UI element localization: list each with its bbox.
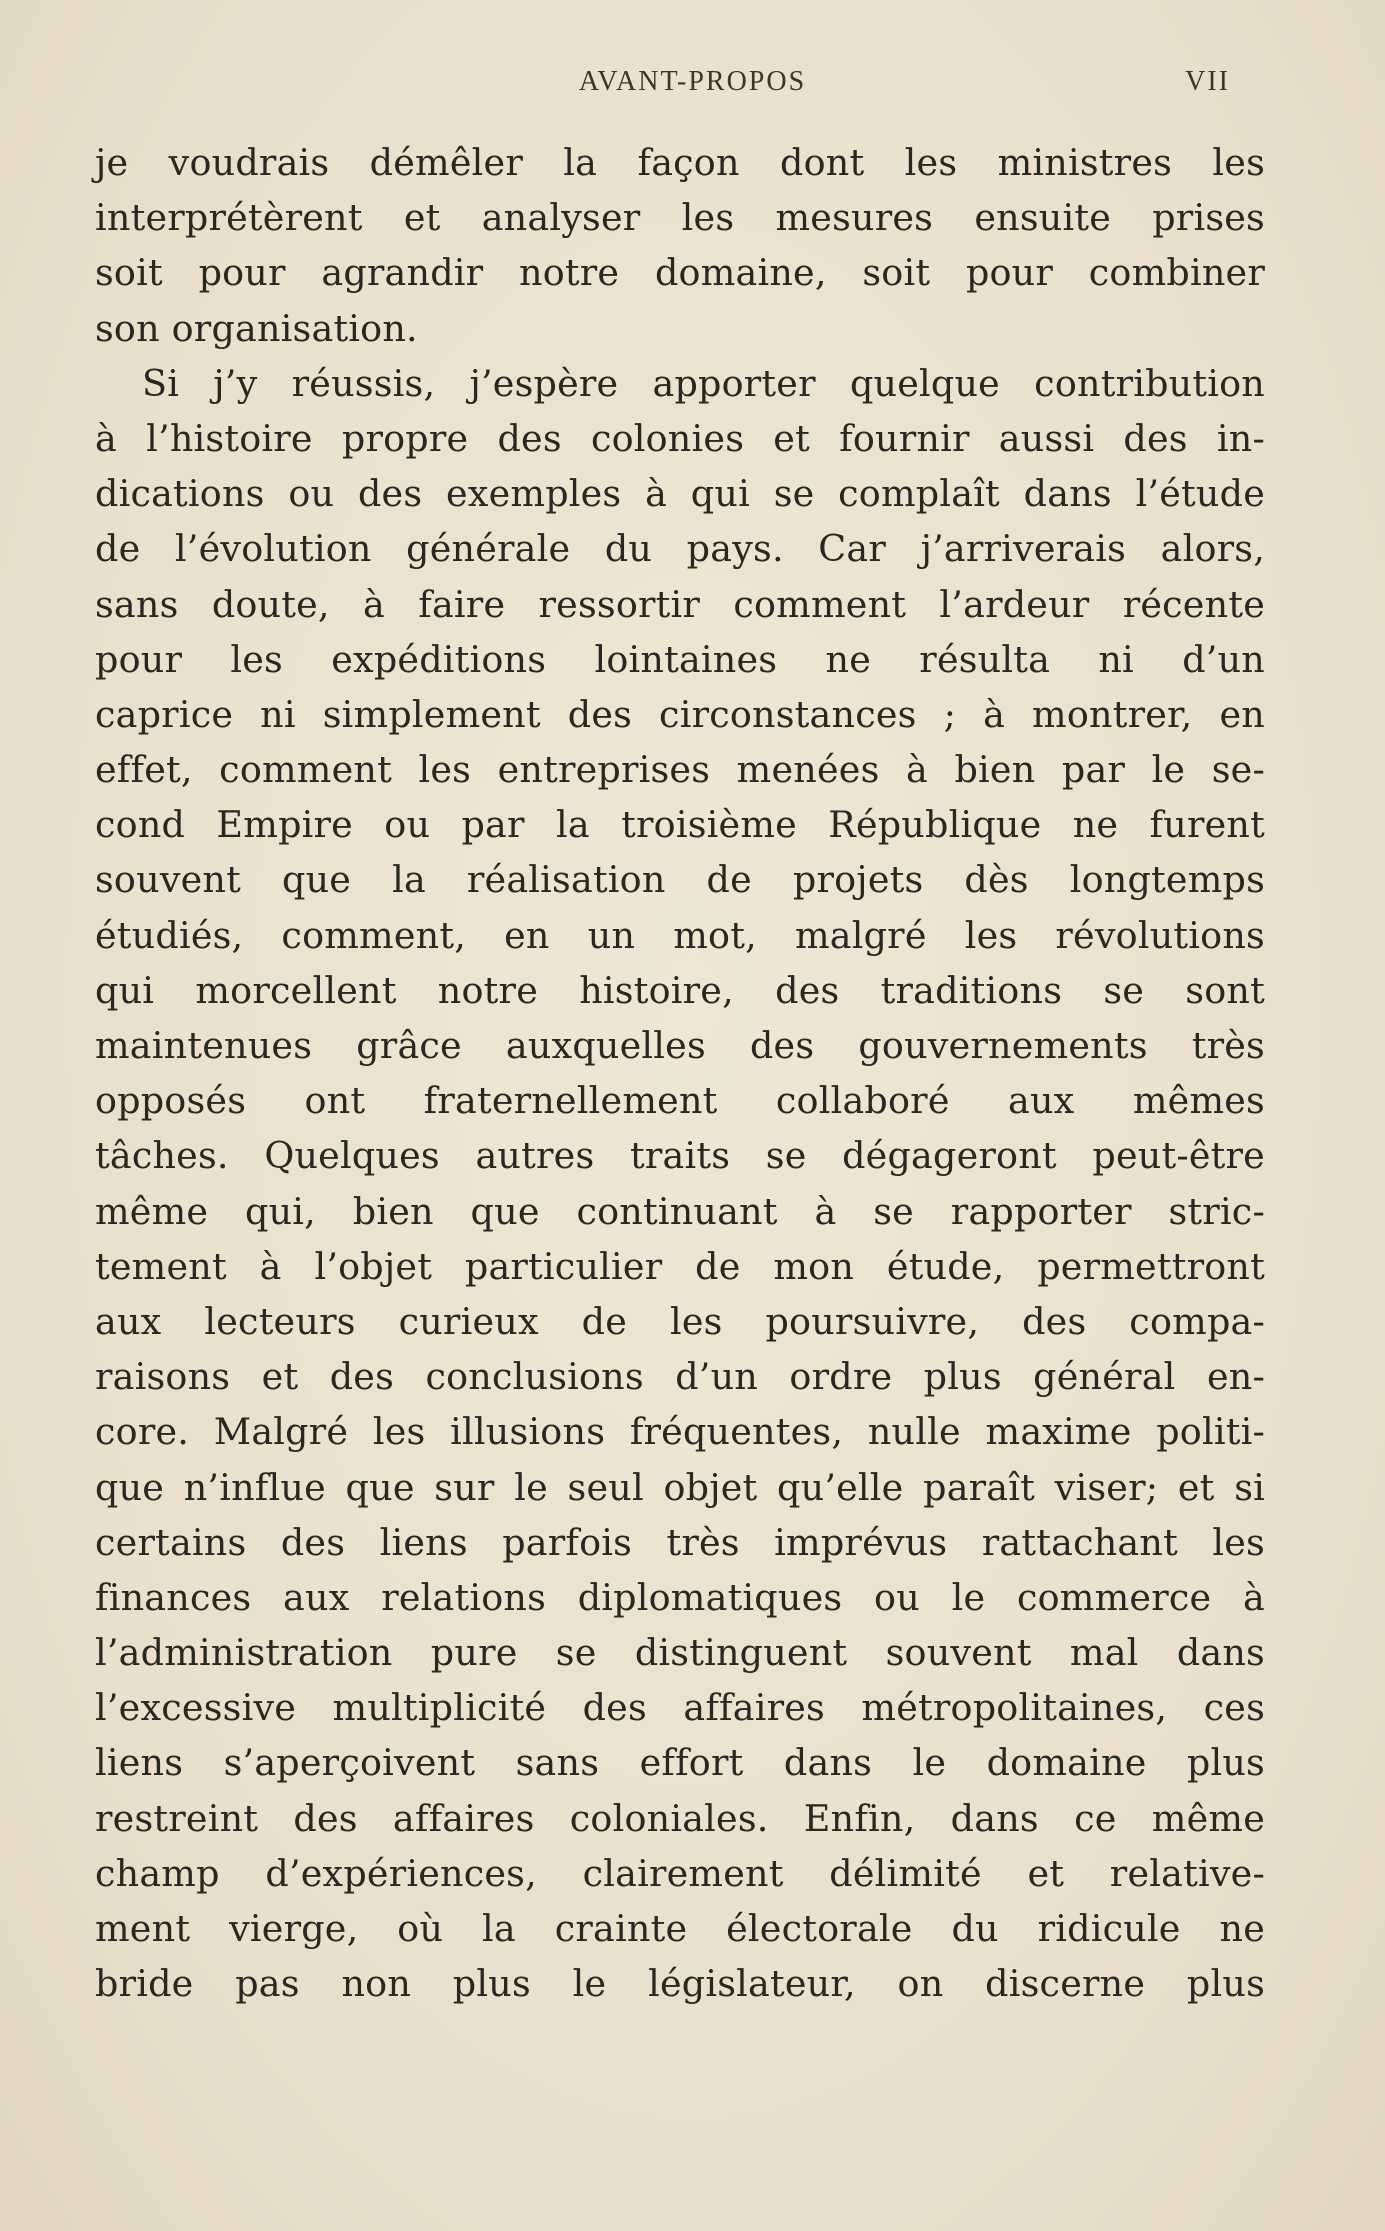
text-line: Si j’y réussis, j’espère apporter quelque contribution: [142, 361, 1265, 405]
running-title: AVANT-PROPOS: [578, 66, 807, 97]
text-line: interprétèrent et analyser les mesures ensuite prises: [95, 196, 1265, 240]
text-line: maintenues grâce auxquelles des gouvernements très: [95, 1024, 1265, 1067]
text-line: à l’histoire propre des colonies et fournir aussi des in-: [95, 416, 1265, 460]
text-line: champ d’expériences, clairement délimité et relative-: [95, 1851, 1265, 1895]
text-line: sans doute, à faire ressortir comment l’ardeur récente: [95, 582, 1265, 626]
page-number: VII: [1185, 66, 1230, 97]
text-line: ment vierge, où la crainte électorale du ridicule ne: [95, 1907, 1265, 1950]
text-line: bride pas non plus le législateur, on discerne plus: [95, 1962, 1265, 2006]
text-line: tement à l’objet particulier de mon étude, permettront: [95, 1244, 1265, 1288]
text-line: que n’influe que sur le seul objet qu’elle paraît viser; et si: [95, 1465, 1265, 1509]
text-line: cond Empire ou par la troisième République ne furent: [95, 803, 1265, 847]
text-line: de l’évolution générale du pays. Car j’arriverais alors,: [95, 527, 1265, 571]
text-line: même qui, bien que continuant à se rapporter stric-: [95, 1189, 1265, 1233]
running-head: [95, 66, 1230, 106]
text-line: l’excessive multiplicité des affaires métropolitaines, ces: [95, 1686, 1265, 1730]
body-text: [95, 135, 1265, 2011]
text-line: caprice ni simplement des circonstances ; à montrer, en: [95, 692, 1265, 736]
text-line: souvent que la réalisation de projets dès longtemps: [95, 858, 1265, 902]
text-line: soit pour agrandir notre domaine, soit pour combiner: [95, 251, 1265, 295]
text-line: core. Malgré les illusions fréquentes, nulle maxime politi-: [95, 1410, 1265, 1454]
text-line: certains des liens parfois très imprévus rattachant les: [95, 1520, 1265, 1564]
text-line: son organisation.: [95, 306, 418, 350]
text-line: étudiés, comment, en un mot, malgré les révolutions: [95, 913, 1265, 957]
text-line: qui morcellent notre histoire, des traditions se sont: [95, 968, 1265, 1012]
text-line: effet, comment les entreprises menées à bien par le se-: [95, 748, 1265, 792]
text-line: finances aux relations diplomatiques ou le commerce à: [95, 1575, 1265, 1619]
text-line: raisons et des conclusions d’un ordre plus général en-: [95, 1355, 1265, 1399]
text-line: dications ou des exemples à qui se complaît dans l’étude: [95, 472, 1265, 516]
text-line: pour les expéditions lointaines ne résulta ni d’un: [95, 637, 1265, 681]
text-line: tâches. Quelques autres traits se dégageront peut-être: [95, 1134, 1265, 1178]
text-line: je voudrais démêler la façon dont les ministres les: [95, 141, 1265, 184]
text-line: aux lecteurs curieux de les poursuivre, des compa-: [95, 1299, 1265, 1343]
text-line: liens s’aperçoivent sans effort dans le domaine plus: [95, 1741, 1265, 1785]
text-line: restreint des affaires coloniales. Enfin, dans ce même: [95, 1796, 1265, 1840]
text-line: l’administration pure se distinguent souvent mal dans: [95, 1631, 1265, 1675]
text-line: opposés ont fraternellement collaboré aux mêmes: [95, 1079, 1265, 1123]
